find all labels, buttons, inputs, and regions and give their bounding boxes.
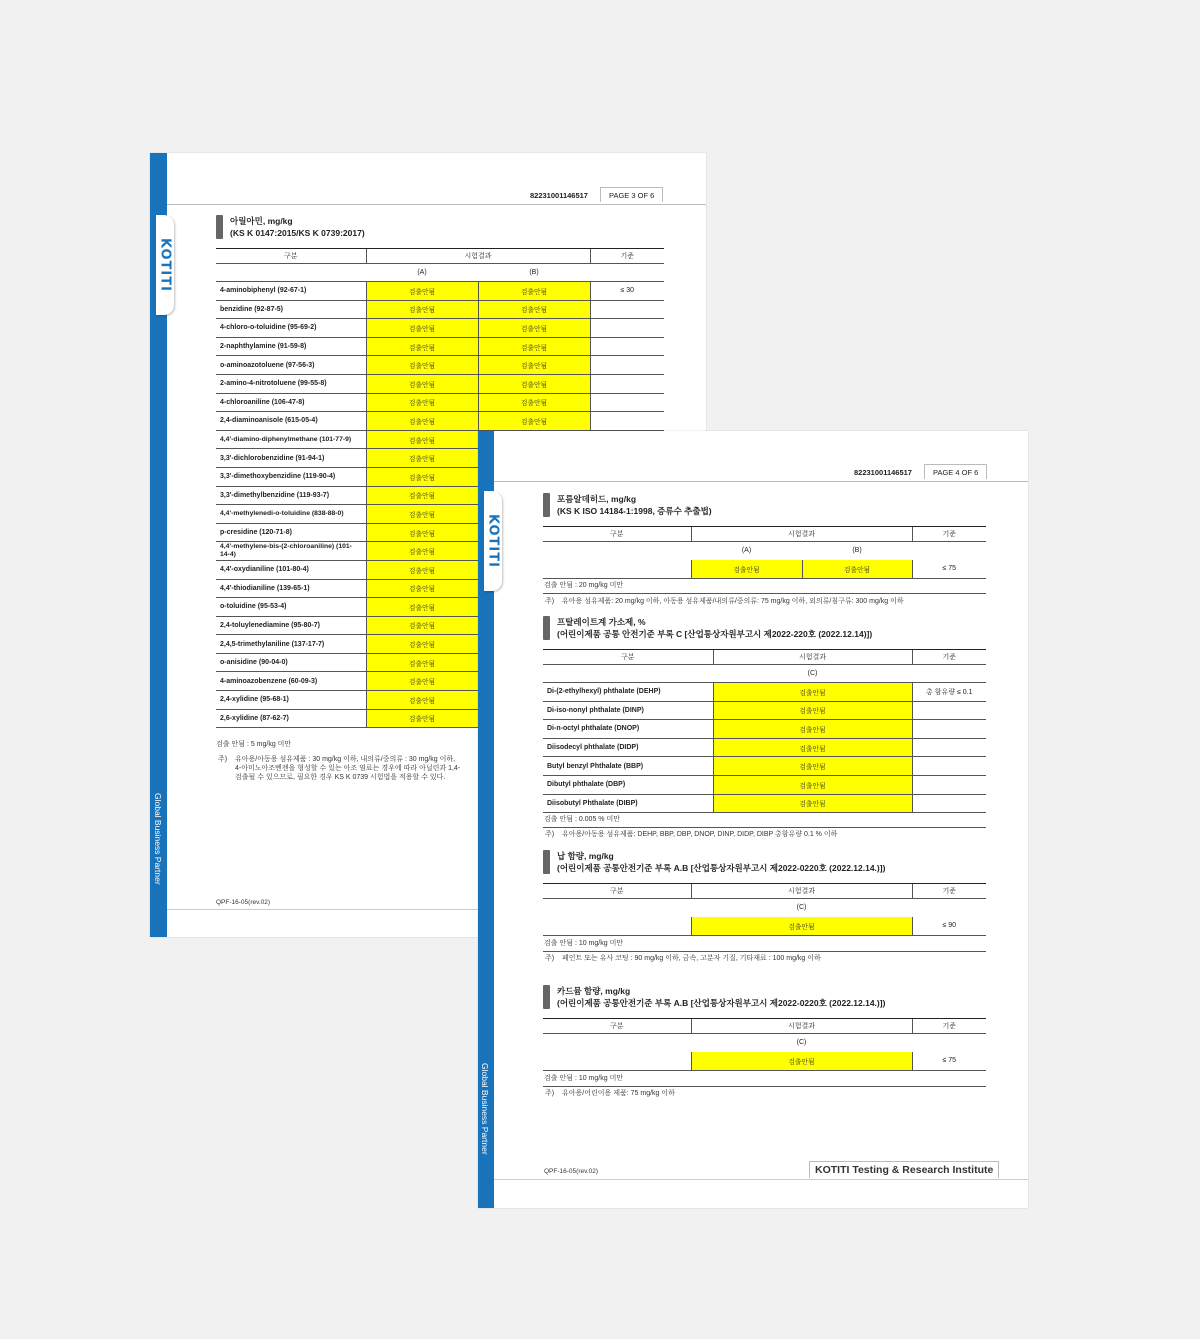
header-results: 시험결과: [691, 527, 912, 542]
note-text: 유아용/어린이용 제품: 75 mg/kg 이하: [562, 1090, 675, 1097]
kotiti-logo: KOTITI: [484, 491, 502, 591]
header-category: 구분: [216, 249, 366, 264]
table-row: [543, 775, 986, 794]
substance-name: o-toluidine (95-53-4): [216, 598, 366, 617]
substance-name: o-aminoazotoluene (97-56-3): [216, 356, 366, 375]
result-c: 검출안됨: [691, 917, 912, 936]
side-slogan: Global Business Partner: [153, 793, 163, 885]
table-row: [216, 412, 664, 431]
table-row: [216, 300, 664, 319]
section-heading-phthalate: [543, 616, 872, 640]
result-a: 검출안됨: [366, 579, 478, 598]
result-a: 검출안됨: [366, 523, 478, 542]
substance-name: Diisobutyl Phthalate (DIBP): [543, 794, 713, 813]
standard-value: ≤ 90: [912, 917, 986, 936]
table-row: [543, 683, 986, 702]
section-title: 포름알데히드, mg/kg: [557, 494, 637, 504]
result-a: 검출안됨: [366, 374, 478, 393]
result-c: 검출안됨: [691, 1052, 912, 1071]
note-prefix: 주): [218, 756, 228, 763]
section-marker: [543, 850, 550, 874]
header-divider: [167, 204, 706, 205]
section-title: 프탈레이트계 가소제, %: [557, 617, 646, 627]
note-line-2: 4-아미노아조벤젠을 형성할 수 있는 아조 염료는 경우에 따라 아닐린과 1,4-: [235, 765, 461, 772]
subheader-a: (A): [741, 547, 752, 555]
standard-value: [912, 720, 986, 739]
substance-name: Dibutyl phthalate (DBP): [543, 775, 713, 794]
note-line-1: 유아용/아동용 섬유제품 : 30 mg/kg 이하, 내의류/중의류 : 30 mg/kg 이하,: [235, 756, 456, 763]
substance-name: 2,4-toluylenediamine (95-80-7): [216, 616, 366, 635]
table-row: [216, 356, 664, 375]
table-row: [216, 337, 664, 356]
table-row: [543, 720, 986, 739]
standard-value: [590, 300, 664, 319]
substance-name: 3,3'-dichlorobenzidine (91-94-1): [216, 449, 366, 468]
standard-value: [590, 356, 664, 375]
result-b: 검출안됨: [478, 319, 590, 338]
section-divider: [543, 593, 986, 594]
standard-value: [590, 374, 664, 393]
subheader-c: (C): [796, 904, 807, 912]
standard-value: [912, 701, 986, 720]
substance-name: 4,4'-thiodianiline (139-65-1): [216, 579, 366, 598]
result-b: 검출안됨: [478, 300, 590, 319]
result-a: 검출안됨: [366, 616, 478, 635]
side-slogan: Global Business Partner: [480, 1063, 490, 1155]
note-prefix: 주): [545, 831, 555, 838]
standard-value: [590, 412, 664, 431]
footer-form-code: QPF-16-05(rev.02): [216, 899, 271, 906]
section-marker: [543, 616, 550, 640]
header-results: 시험결과: [713, 650, 912, 665]
standard-value: ≤ 75: [912, 560, 986, 579]
section-method: (어린이제품 공통안전기준 부록 A.B [산업통상자원부고시 제2022-0220호 (2022.12.14.)]): [557, 863, 886, 873]
result-a: 검출안됨: [366, 319, 478, 338]
standard-value: [590, 337, 664, 356]
section-method: (어린이제품 공통 안전기준 부록 C [산업통상자원부고시 제2022-220호 (2022.12.14)]): [557, 629, 873, 639]
detection-limit: 검출 안됨 : 0.005 % 미만: [544, 816, 620, 823]
section-divider: [543, 827, 986, 828]
table-row: [216, 319, 664, 338]
substance-name: 3,3'-dimethylbenzidine (119-93-7): [216, 486, 366, 505]
result-b: 검출안됨: [478, 374, 590, 393]
substance-name: 4,4'-methylenedi-o-toluidine (838-88-0): [216, 505, 366, 524]
result-b: 검출안됨: [478, 356, 590, 375]
section-heading-formaldehyde: [543, 493, 712, 517]
substance-name: 2,6-xylidine (87-62-7): [216, 709, 366, 728]
substance-name: benzidine (92-87-5): [216, 300, 366, 319]
standard-value: [590, 319, 664, 338]
section-method: (KS K 0147:2015/KS K 0739:2017): [230, 228, 365, 238]
substance-name: 2-amino-4-nitrotoluene (99-55-8): [216, 374, 366, 393]
result-b: 검출안됨: [478, 412, 590, 431]
institute-name: KOTITI Testing & Research Institute: [809, 1161, 999, 1178]
substance-name: 4-chloroaniline (106-47-8): [216, 393, 366, 412]
phthalate-results-table: [543, 649, 986, 813]
table-row: [543, 560, 986, 579]
note-prefix: 주): [545, 955, 555, 962]
substance-name: 4-chloro-o-toluidine (95-69-2): [216, 319, 366, 338]
detection-limit: 검출 안됨 : 5 mg/kg 미만: [216, 741, 292, 748]
substance-name: Di-iso-nonyl phthalate (DINP): [543, 701, 713, 720]
note-text: 페인트 또는 유사 코팅 : 90 mg/kg 이하, 금속, 고분자 기질, 기타재료 : 100 mg/kg 이하: [562, 955, 821, 962]
result-c: 검출안됨: [713, 683, 912, 702]
result-b: 검출안됨: [478, 393, 590, 412]
note-text: 유아용 섬유제품: 20 mg/kg 이하, 아동용 섬유제품/내의류/중의류: 75 mg/kg 이하, 외의류/침구류: 300 mg/kg 이하: [562, 598, 904, 605]
section-marker: [216, 215, 223, 239]
result-c: 검출안됨: [713, 757, 912, 776]
substance-name: 4-aminobiphenyl (92-67-1): [216, 282, 366, 301]
section-title: 카드뮴 함량, mg/kg: [557, 986, 631, 996]
note-prefix: 주): [545, 1090, 555, 1097]
footer-form-code: QPF-16-05(rev.02): [544, 1168, 599, 1175]
section-heading-lead: [543, 850, 885, 874]
result-c: 검출안됨: [713, 720, 912, 739]
section-title: 납 함량, mg/kg: [557, 851, 614, 861]
header-category: 구분: [543, 1019, 691, 1034]
lead-results-table: [543, 883, 986, 936]
header-divider: [494, 481, 1028, 482]
result-a: 검출안됨: [366, 430, 478, 449]
result-a: 검출안됨: [366, 653, 478, 672]
page-indicator: PAGE 3 OF 6: [600, 187, 663, 202]
note-line-3: 검출될 수 있으므로, 필요한 경우 KS K 0739 시험법을 적용할 수 있다.: [235, 774, 446, 781]
result-a: 검출안됨: [366, 505, 478, 524]
kotiti-logo: KOTITI: [156, 215, 174, 315]
header-standard: 기준: [590, 249, 664, 264]
table-row: [543, 794, 986, 813]
table-row: [543, 757, 986, 776]
standard-value: [912, 794, 986, 813]
result-b: 검출안됨: [478, 282, 590, 301]
result-a: 검출안됨: [691, 560, 802, 579]
standard-value: [912, 757, 986, 776]
result-a: 검출안됨: [366, 486, 478, 505]
standard-value: [912, 738, 986, 757]
subheader-b: (B): [478, 264, 590, 282]
result-c: 검출안됨: [713, 701, 912, 720]
header-results: 시험결과: [691, 884, 912, 899]
substance-name: 4,4'-methylene-bis-(2-chloroaniline) (101-14-4): [216, 542, 366, 561]
section-divider: [543, 1086, 986, 1087]
footer-divider: [494, 1179, 1028, 1180]
result-a: 검출안됨: [366, 337, 478, 356]
header-standard: 기준: [912, 1019, 986, 1034]
header-standard: 기준: [912, 650, 986, 665]
header-results: 시험결과: [366, 249, 590, 264]
standard-value: [590, 393, 664, 412]
table-row: [216, 393, 664, 412]
standard-value: ≤ 30: [590, 282, 664, 301]
table-row: [543, 1052, 986, 1071]
report-page-4: [478, 431, 1028, 1208]
substance-name: o-anisidine (90-04-0): [216, 653, 366, 672]
result-a: 검출안됨: [366, 412, 478, 431]
result-a: 검출안됨: [366, 393, 478, 412]
header-category: 구분: [543, 650, 713, 665]
formaldehyde-results-table: [543, 526, 986, 579]
section-heading-cadmium: [543, 985, 885, 1009]
detection-limit: 검출 안됨 : 20 mg/kg 미만: [544, 582, 624, 589]
result-a: 검출안됨: [366, 449, 478, 468]
substance-name: 3,3'-dimethoxybenzidine (119-90-4): [216, 467, 366, 486]
result-a: 검출안됨: [366, 635, 478, 654]
detection-limit: 검출 안됨 : 10 mg/kg 미만: [544, 940, 624, 947]
substance-name: 2,4-diaminoanisole (615-05-4): [216, 412, 366, 431]
cadmium-results-table: [543, 1018, 986, 1071]
substance-name: 4,4'-oxydianiline (101-80-4): [216, 560, 366, 579]
note-prefix: 주): [545, 598, 555, 605]
note-text: 유아용/아동용 섬유제품: DEHP, BBP, DBP, DNOP, DINP, DIDP, DIBP 총함유량 0.1 % 이하: [562, 831, 838, 838]
document-number: 82231001146517: [854, 468, 912, 477]
substance-name: 2,4-xylidine (95-68-1): [216, 691, 366, 710]
section-divider: [543, 951, 986, 952]
result-a: 검출안됨: [366, 282, 478, 301]
section-method: (어린이제품 공통안전기준 부록 A.B [산업통상자원부고시 제2022-0220호 (2022.12.14.)]): [557, 998, 886, 1008]
standard-value: 총 함유량 ≤ 0.1: [912, 683, 986, 702]
table-row: [543, 917, 986, 936]
result-b: 검출안됨: [478, 337, 590, 356]
result-c: 검출안됨: [713, 738, 912, 757]
section-method: (KS K ISO 14184-1:1998, 증류수 추출법): [557, 506, 712, 516]
result-c: 검출안됨: [713, 775, 912, 794]
header-category: 구분: [543, 527, 691, 542]
result-a: 검출안됨: [366, 560, 478, 579]
table-row: [543, 738, 986, 757]
substance-name: 2-naphthylamine (91-59-8): [216, 337, 366, 356]
result-a: 검출안됨: [366, 691, 478, 710]
section-title: 아릴아민, mg/kg: [230, 216, 293, 226]
result-b: 검출안됨: [802, 560, 912, 579]
result-a: 검출안됨: [366, 672, 478, 691]
result-a: 검출안됨: [366, 542, 478, 561]
section-marker: [543, 493, 550, 517]
result-a: 검출안됨: [366, 467, 478, 486]
result-a: 검출안됨: [366, 709, 478, 728]
subheader-c: (C): [713, 665, 912, 683]
result-a: 검출안됨: [366, 598, 478, 617]
substance-name: p-cresidine (120-71-8): [216, 523, 366, 542]
result-c: 검출안됨: [713, 794, 912, 813]
table-row: [216, 374, 664, 393]
header-category: 구분: [543, 884, 691, 899]
substance-name: Butyl benzyl Phthalate (BBP): [543, 757, 713, 776]
subheader-c: (C): [796, 1039, 807, 1047]
subheader-b: (B): [852, 547, 862, 555]
document-number: 82231001146517: [530, 191, 588, 200]
substance-name: 4,4'-diamino-diphenylmethane (101-77-9): [216, 430, 366, 449]
header-standard: 기준: [912, 884, 986, 899]
detection-limit: 검출 안됨 : 10 mg/kg 미만: [544, 1075, 624, 1082]
substance-name: 4-aminoazobenzene (60-09-3): [216, 672, 366, 691]
subheader-a: (A): [366, 264, 478, 282]
section-marker: [543, 985, 550, 1009]
page-indicator: PAGE 4 OF 6: [924, 464, 987, 479]
substance-name: Di-n-octyl phthalate (DNOP): [543, 720, 713, 739]
header-results: 시험결과: [691, 1019, 912, 1034]
section-heading-arylamine: [216, 215, 365, 239]
header-standard: 기준: [912, 527, 986, 542]
substance-name: Di-(2-ethylhexyl) phthalate (DEHP): [543, 683, 713, 702]
standard-value: ≤ 75: [912, 1052, 986, 1071]
result-a: 검출안됨: [366, 300, 478, 319]
table-row: [216, 282, 664, 301]
result-a: 검출안됨: [366, 356, 478, 375]
standard-value: [912, 775, 986, 794]
substance-name: 2,4,5-trimethylaniline (137-17-7): [216, 635, 366, 654]
table-row: [543, 701, 986, 720]
substance-name: Diisodecyl phthalate (DIDP): [543, 738, 713, 757]
